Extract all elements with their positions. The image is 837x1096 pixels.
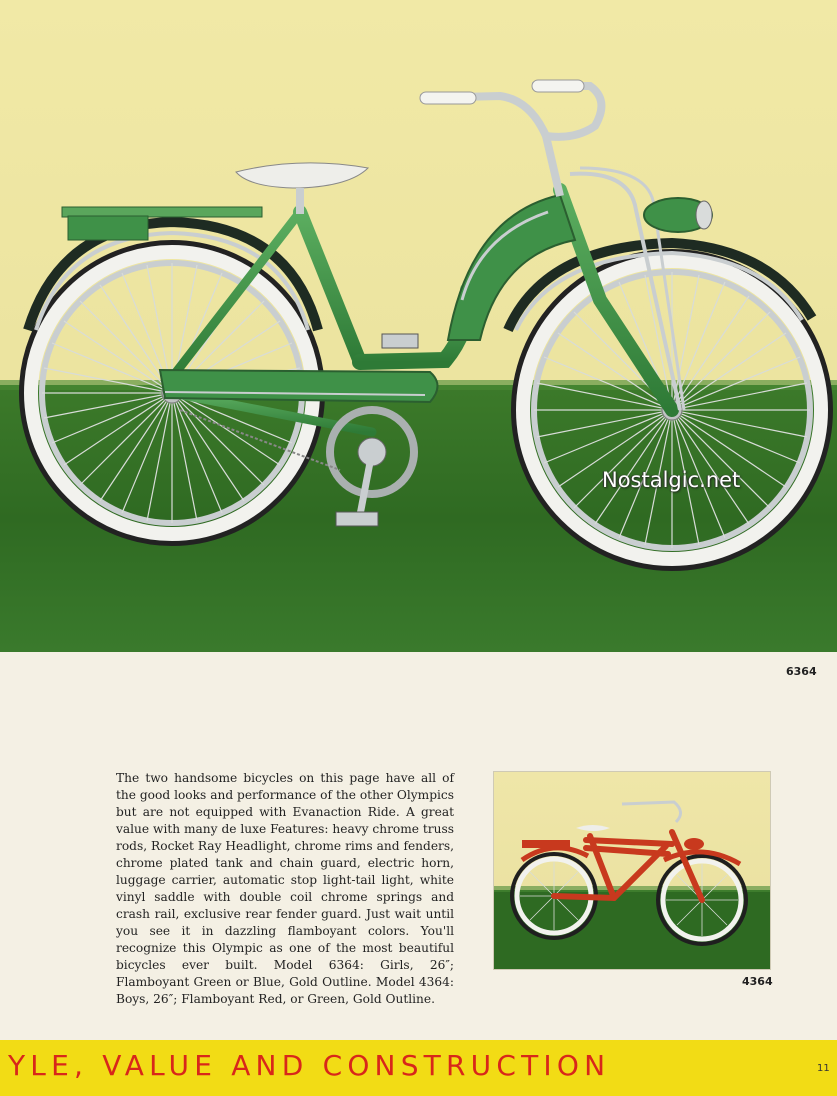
inset-photo [493,771,771,970]
model-number-6364: 6364 [786,665,817,678]
banner-headline: YLE, VALUE AND CONSTRUCTION [8,1049,611,1082]
model-number-4364: 4364 [742,975,773,988]
watermark: Nostalgic.net [602,468,741,492]
page-number: 11 [817,1063,830,1074]
red-bicycle-image [494,772,770,969]
description-text: The two handsome bicycles on this page have all of the good looks and performance of the other Olympics but are not equipped with Evanaction Ride. A great value with many de luxe Features: heavy chrome truss rods, Rocket Ray Headlight, chrome rims and fenders, chrome plated tank and chain guard, electric horn, luggage carrier, automatic stop light-tail light, white vinyl saddle with double coil chrome springs and crash rail, exclusive rear fender guard. Just wait until you see it in dazzling flamboyant colors. You'll recognize this Olympic as one of the most beautiful bicycles ever built. Model 6364: Girls, 26″; Flamboyant Green or Blue, Gold Outline. Model 4364: Boys, 26″; Flamboyant Red, or Green, Gold Outline. [116,771,454,1006]
